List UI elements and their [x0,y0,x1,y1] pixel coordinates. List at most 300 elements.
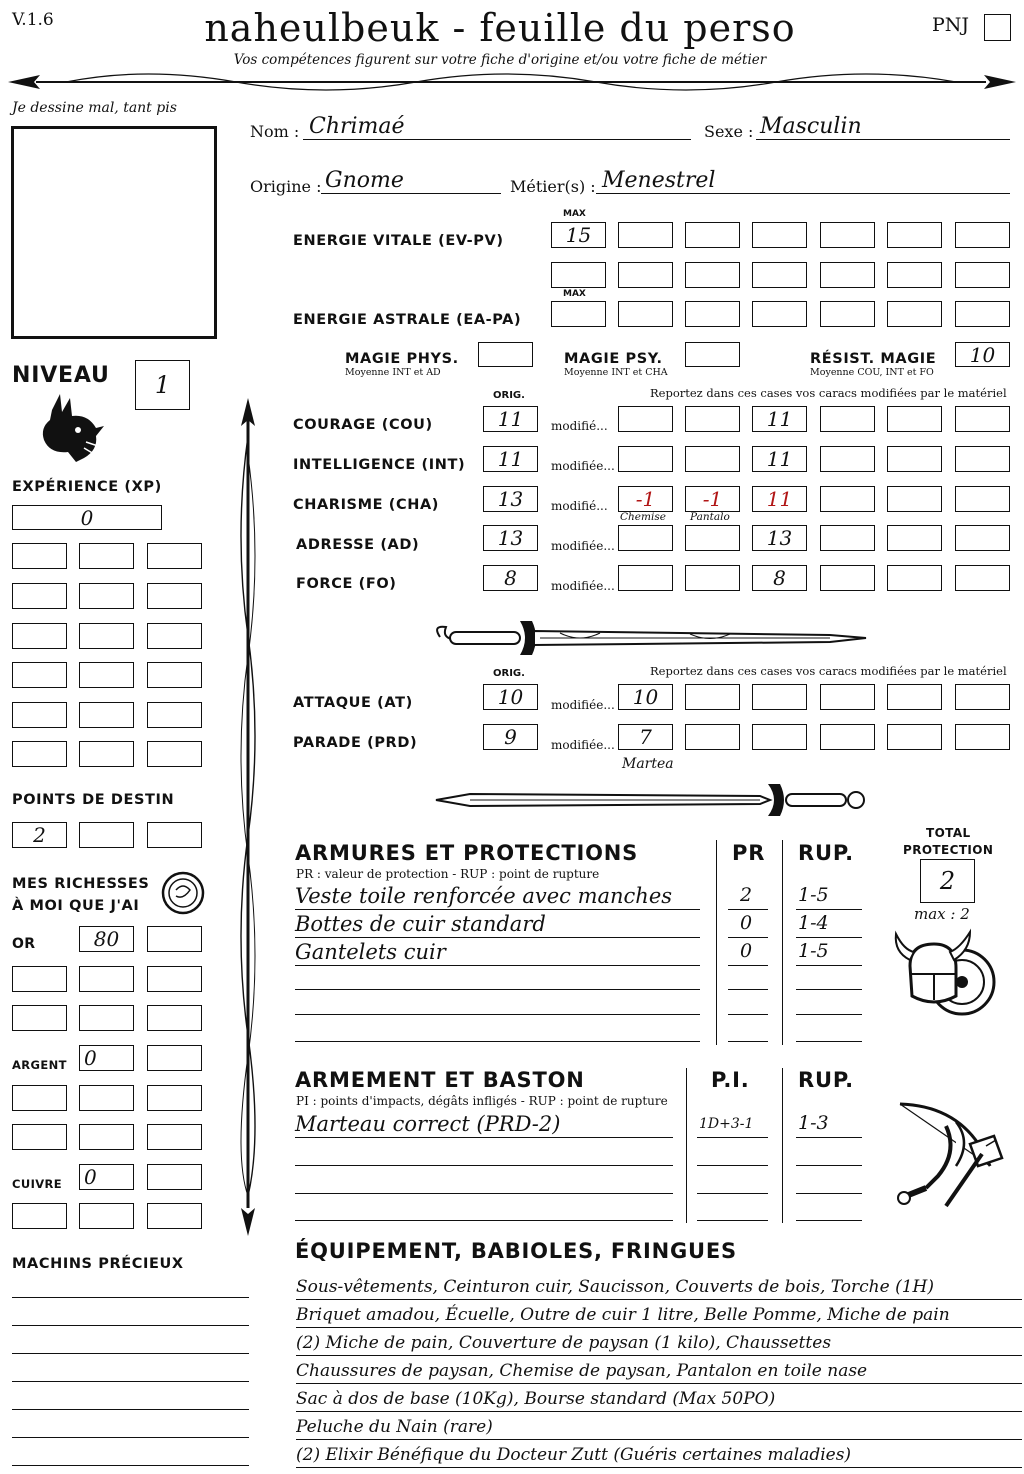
armure-rup-line[interactable] [796,940,862,966]
intelligence-mod-box[interactable] [955,446,1010,472]
xp-box[interactable] [147,583,202,609]
intelligence-mod-box[interactable] [618,446,673,472]
parade-mod-value [686,725,739,749]
armement-col-divider [686,1068,687,1223]
armure-rup-line[interactable] [796,1019,862,1042]
courage-mod-box[interactable] [685,406,740,432]
machins-label: MACHINS PRÉCIEUX [12,1256,184,1272]
adresse-mod-box[interactable] [685,525,740,551]
origine-field[interactable] [321,168,501,194]
weapons-icon [886,1096,1006,1216]
ev-max-value: 15 [565,223,592,247]
xp-box[interactable] [147,543,202,569]
armure-rup: 1-5 [798,884,829,906]
xp-box[interactable] [12,543,67,569]
modifie-label: modifiée... [551,738,615,752]
or-box[interactable] [79,926,134,952]
armure-rup-line[interactable] [796,884,862,910]
machins-line[interactable] [12,1412,249,1438]
force-mod-value [619,566,672,590]
charisme-mod-value: -1 [635,487,656,511]
total-protection-label: TOTAL [926,826,971,840]
armure-name-line[interactable] [295,992,700,1015]
equipement-line[interactable]: (2) Elixir Bénéfique du Docteur Zutt (Guéris certaines maladies) [296,1443,1022,1468]
argent-box[interactable] [79,1085,134,1111]
charisme-orig-box[interactable] [483,486,538,512]
xp-box[interactable] [12,741,67,767]
resist-magie-box[interactable] [955,342,1010,367]
armure-name: Gantelets cuir [295,940,446,964]
magie-phys-box[interactable] [478,342,533,367]
ea-box[interactable] [887,301,942,327]
adresse-mod-value [888,526,941,550]
sexe-field[interactable] [756,114,1010,140]
or-box[interactable] [147,966,202,992]
parade-mod-value [956,725,1009,749]
equipement-line[interactable]: Briquet amadou, Écuelle, Outre de cuir 1 litre, Belle Pomme, Miche de pain [296,1303,1022,1328]
cuivre-box[interactable] [147,1203,202,1229]
parade-mod-value [888,725,941,749]
arme-pi-line[interactable] [697,1198,768,1221]
force-mod-value [686,566,739,590]
attaque-mod-box[interactable] [752,684,807,710]
argent-box[interactable] [147,1085,202,1111]
force-mod-value: 8 [773,566,786,590]
parade-mod-box[interactable] [685,724,740,750]
machins-line[interactable] [12,1328,249,1354]
xp-box[interactable] [79,543,134,569]
armure-pr-line[interactable] [728,992,768,1015]
ev-box[interactable] [887,222,942,248]
arme-name-line[interactable] [295,1112,673,1138]
xp-box[interactable] [12,623,67,649]
arme-rup-line[interactable] [796,1143,862,1166]
xp-box[interactable] [79,662,134,688]
magie-psy-value [686,343,739,366]
or-box[interactable] [12,1005,67,1031]
or-box[interactable] [147,926,202,952]
courage-label: COURAGE (COU) [293,417,433,433]
xp-box[interactable] [79,702,134,728]
xp-box[interactable] [79,583,134,609]
niveau-value: 1 [154,371,171,399]
arme-name-line[interactable] [295,1143,673,1166]
armures-pr-header: PR [732,841,766,865]
attaque-mod-box[interactable] [685,684,740,710]
spear-illustration [228,396,268,1238]
ev-label: ENERGIE VITALE (EV-PV) [293,233,504,249]
orig-label: ORIG. [493,668,525,679]
cuivre-box[interactable] [79,1164,134,1190]
destin-value: 2 [33,823,46,847]
argent-box[interactable] [147,1045,202,1071]
origine-label: Origine : [250,177,322,196]
modifie-label: modifiée... [551,539,615,553]
ea-box[interactable] [820,301,875,327]
armement-col-divider [782,1068,783,1223]
attaque-mod-value [956,685,1009,709]
charisme-mod-box[interactable] [685,486,740,512]
armures-col-divider [716,840,717,1045]
armure-name: Veste toile renforcée avec manches [295,884,673,908]
armure-name-line[interactable] [295,940,700,966]
resist-magie-note: Moyenne COU, INT et FO [810,367,934,378]
niveau-box[interactable] [135,360,190,410]
ev-box[interactable] [685,262,740,288]
metier-label: Métier(s) : [510,177,596,196]
magie-phys-label: MAGIE PHYS. [345,351,459,367]
force-mod-box[interactable] [887,565,942,591]
force-mod-box[interactable] [820,565,875,591]
sexe-value: Masculin [760,114,862,139]
modifie-label: modifiée... [551,698,615,712]
xp-box[interactable] [147,623,202,649]
force-mod-box[interactable] [685,565,740,591]
orig-label: ORIG. [493,390,525,401]
attaque-mod-box[interactable] [820,684,875,710]
parade-mod-box[interactable] [887,724,942,750]
xp-box[interactable] [12,583,67,609]
charisme-mod-value: 11 [766,487,793,511]
charisme-mod-note: Pantalo [690,511,730,523]
attaque-label: ATTAQUE (AT) [293,695,413,711]
adresse-label: ADRESSE (AD) [296,537,420,553]
armures-note: PR : valeur de protection - RUP : point de rupture [296,867,600,881]
courage-mod-box[interactable] [752,406,807,432]
charisme-mod-note: Chemise [620,511,666,523]
parade-mod-box[interactable] [820,724,875,750]
or-box[interactable] [147,1005,202,1031]
destin-box[interactable] [147,822,202,848]
ev-box[interactable] [955,222,1010,248]
resist-magie-label: RÉSIST. MAGIE [810,351,937,367]
courage-orig-value: 11 [497,407,524,431]
parade-mod-value [753,725,806,749]
adresse-mod-value [821,526,874,550]
richesses-label-2: À MOI QUE J'AI [12,898,140,914]
argent-box[interactable] [79,1045,134,1071]
parade-mod-note: Martea [622,756,674,772]
intelligence-mod-value [821,447,874,471]
ea-box[interactable] [685,301,740,327]
adresse-orig-box[interactable] [483,525,538,551]
xp-box[interactable] [12,662,67,688]
ea-max-value [552,302,605,326]
machins-line[interactable] [12,1356,249,1382]
equipement-line[interactable]: Chaussures de paysan, Chemise de paysan, Pantalon en toile nase [296,1359,1022,1384]
xp-box[interactable] [79,741,134,767]
adresse-orig-value: 13 [497,526,524,550]
parade-mod-value: 7 [639,725,652,749]
courage-orig-box[interactable] [483,406,538,432]
equipement-line[interactable]: Sac à dos de base (10Kg), Bourse standard (Max 50PO) [296,1387,1022,1412]
ev-max-box[interactable] [551,222,606,248]
armures-rup-header: RUP. [798,841,854,865]
parade-label: PARADE (PRD) [293,735,418,751]
intelligence-mod-box[interactable] [887,446,942,472]
attaque-orig-value: 10 [497,685,524,709]
adresse-mod-value: 13 [766,526,793,550]
armure-rup-line[interactable] [796,967,862,990]
armement-title: ARMEMENT ET BASTON [295,1068,585,1092]
charisme-label: CHARISME (CHA) [293,497,440,513]
charisme-mod-box[interactable] [955,486,1010,512]
or-label: OR [12,936,36,952]
armure-rup: 1-5 [798,940,829,962]
richesses-label: MES RICHESSES [12,876,150,892]
ev-box[interactable] [752,262,807,288]
modifie-label: modifié... [551,419,608,433]
machins-line[interactable] [12,1272,249,1298]
armure-name-line[interactable] [295,912,700,938]
destin-box[interactable] [12,822,67,848]
xp-box[interactable] [147,741,202,767]
argent-label: ARGENT [12,1058,67,1072]
ev-box[interactable] [685,222,740,248]
arme-pi: 1D+3-1 [699,1116,754,1132]
courage-mod-value [619,407,672,431]
arme-pi-line[interactable] [697,1112,768,1138]
magie-psy-box[interactable] [685,342,740,367]
or-box[interactable] [79,966,134,992]
argent-box[interactable] [79,1124,134,1150]
metier-field[interactable] [596,168,1010,194]
nom-value: Chrimaé [309,114,405,139]
destin-label: POINTS DE DESTIN [12,792,175,808]
total-protection-max: max : 2 [914,905,970,923]
portrait-caption: Je dessine mal, tant pis [12,100,177,116]
equipement-line[interactable]: Peluche du Nain (rare) [296,1415,1022,1440]
armure-pr: 0 [740,940,753,962]
cuivre-box[interactable] [147,1164,202,1190]
destin-box[interactable] [79,822,134,848]
force-label: FORCE (FO) [296,576,397,592]
armure-name-line[interactable] [295,967,700,990]
argent-value: 0 [84,1046,97,1070]
armures-col-divider [782,840,783,1045]
argent-box[interactable] [12,1124,67,1150]
xp-box[interactable] [147,702,202,728]
nom-label: Nom : [250,122,300,141]
ev-box[interactable] [551,262,606,288]
cuivre-label: CUIVRE [12,1177,63,1191]
modifie-label: modifié... [551,499,608,513]
ev-box[interactable] [820,262,875,288]
courage-mod-value [821,407,874,431]
charisme-orig-value: 13 [497,487,524,511]
attaque-mod-box[interactable] [618,684,673,710]
courage-mod-box[interactable] [955,406,1010,432]
ev-box[interactable] [618,222,673,248]
attaque-mod-value [686,685,739,709]
ev-max-label: MAX [563,209,586,219]
experience-box[interactable] [12,505,162,530]
arme-rup: 1-3 [798,1112,829,1134]
arme-name-line[interactable] [295,1198,673,1221]
total-protection-box[interactable] [920,859,975,903]
intelligence-mod-value [686,447,739,471]
helmet-shield-icon [890,926,1000,1030]
parade-orig-box[interactable] [483,724,538,750]
arme-rup-line[interactable] [796,1171,862,1194]
intelligence-mod-value [619,447,672,471]
charisme-mod-value [821,487,874,511]
armure-rup-line[interactable] [796,912,862,938]
attaque-orig-box[interactable] [483,684,538,710]
intelligence-orig-value: 11 [497,447,524,471]
adresse-mod-box[interactable] [618,525,673,551]
attaque-mod-value [821,685,874,709]
charisme-mod-box[interactable] [752,486,807,512]
magie-phys-value [479,343,532,366]
intelligence-mod-box[interactable] [685,446,740,472]
armure-rup-line[interactable] [796,992,862,1015]
machins-line[interactable] [12,1384,249,1410]
attaque-mod-value [753,685,806,709]
armure-pr-line[interactable] [728,967,768,990]
force-mod-box[interactable] [955,565,1010,591]
ev-box[interactable] [887,262,942,288]
resist-magie-value: 10 [969,342,996,367]
total-protection-label-2: PROTECTION [903,843,994,857]
sexe-label: Sexe : [704,122,754,141]
niveau-label: NIVEAU [12,363,110,388]
ev-box[interactable] [955,262,1010,288]
courage-mod-box[interactable] [887,406,942,432]
spear-divider-top [6,62,1018,102]
charisme-mod-box[interactable] [820,486,875,512]
armure-pr-line[interactable] [728,912,768,938]
ev-box[interactable] [752,222,807,248]
arme-rup-line[interactable] [796,1112,862,1138]
xp-box[interactable] [79,623,134,649]
intelligence-mod-value [888,447,941,471]
armement-pi-header: P.I. [711,1068,750,1092]
force-mod-value [821,566,874,590]
ea-box[interactable] [618,301,673,327]
force-orig-value: 8 [504,566,517,590]
intelligence-label: INTELLIGENCE (INT) [293,457,466,473]
armure-pr-line[interactable] [728,884,768,910]
attaque-mod-value: 10 [632,685,659,709]
armement-rup-header: RUP. [798,1068,854,1092]
courage-mod-box[interactable] [618,406,673,432]
force-mod-box[interactable] [752,565,807,591]
arme-name: Marteau correct (PRD-2) [295,1112,561,1136]
nom-field[interactable] [303,114,691,140]
charisme-mod-box[interactable] [887,486,942,512]
adresse-mod-box[interactable] [887,525,942,551]
adresse-mod-box[interactable] [820,525,875,551]
version-label: V.1.6 [12,10,54,30]
arme-name-line[interactable] [295,1171,673,1194]
intelligence-mod-box[interactable] [820,446,875,472]
modifie-label: modifiée... [551,579,615,593]
magie-psy-note: Moyenne INT et CHA [564,367,668,378]
arme-pi-line[interactable] [697,1171,768,1194]
argent-box[interactable] [12,1085,67,1111]
machins-line[interactable] [12,1440,249,1466]
intelligence-orig-box[interactable] [483,446,538,472]
cuivre-box[interactable] [12,1203,67,1229]
attaque-mod-box[interactable] [887,684,942,710]
arme-pi-line[interactable] [697,1143,768,1166]
adresse-mod-value [686,526,739,550]
force-mod-box[interactable] [618,565,673,591]
ev-box[interactable] [618,262,673,288]
armure-name: Bottes de cuir standard [295,912,546,936]
parade-mod-box[interactable] [618,724,673,750]
charisme-mod-box[interactable] [618,486,673,512]
force-orig-box[interactable] [483,565,538,591]
total-protection-value: 2 [939,867,956,895]
armement-note: PI : points d'impacts, dégâts infligés - RUP : point de rupture [296,1094,668,1108]
carac-note: Reportez dans ces cases vos caracs modifiées par le matériel [650,386,1007,400]
adresse-mod-box[interactable] [955,525,1010,551]
charisme-mod-value: -1 [702,487,723,511]
ev-box[interactable] [820,222,875,248]
parade-mod-value [821,725,874,749]
sword-illustration [430,780,870,822]
armure-pr-line[interactable] [728,940,768,966]
courage-mod-value [888,407,941,431]
attaque-mod-box[interactable] [955,684,1010,710]
portrait-frame[interactable] [11,126,217,339]
modifie-label: modifiée... [551,459,615,473]
page-title: naheulbeuk - feuille du perso [204,6,796,50]
courage-mod-value: 11 [766,407,793,431]
armure-pr-line[interactable] [728,1019,768,1042]
ea-max-box[interactable] [551,301,606,327]
metier-value: Menestrel [602,168,716,193]
parade-mod-box[interactable] [955,724,1010,750]
origine-value: Gnome [325,168,404,193]
armure-name-line[interactable] [295,1019,700,1042]
intelligence-mod-box[interactable] [752,446,807,472]
dragon-icon [38,392,106,464]
ea-box[interactable] [955,301,1010,327]
or-value: 80 [93,927,120,951]
argent-box[interactable] [147,1124,202,1150]
equipement-line[interactable]: Sous-vêtements, Ceinturon cuir, Saucisson, Couverts de bois, Torche (1H) [296,1275,1022,1300]
adresse-mod-box[interactable] [752,525,807,551]
xp-box[interactable] [12,702,67,728]
equipement-line[interactable]: (2) Miche de pain, Couverture de paysan (1 kilo), Chaussettes [296,1331,1022,1356]
or-box[interactable] [79,1005,134,1031]
ea-label: ENERGIE ASTRALE (EA-PA) [293,312,522,328]
pnj-checkbox[interactable] [984,14,1011,41]
cuivre-value: 0 [84,1165,97,1189]
courage-mod-box[interactable] [820,406,875,432]
arme-rup-line[interactable] [796,1198,862,1221]
or-box[interactable] [12,966,67,992]
charisme-mod-value [888,487,941,511]
intelligence-mod-value: 11 [766,447,793,471]
equipement-title: ÉQUIPEMENT, BABIOLES, FRINGUES [295,1239,737,1263]
cuivre-box[interactable] [79,1203,134,1229]
ea-box[interactable] [752,301,807,327]
attaque-mod-value [888,685,941,709]
magie-phys-note: Moyenne INT et AD [345,367,441,378]
courage-mod-value [686,407,739,431]
sword-illustration [430,615,870,661]
armure-name-line[interactable] [295,884,700,910]
magie-psy-label: MAGIE PSY. [564,351,663,367]
armure-pr: 0 [740,912,753,934]
machins-line[interactable] [12,1300,249,1326]
xp-box[interactable] [147,662,202,688]
parade-mod-box[interactable] [752,724,807,750]
